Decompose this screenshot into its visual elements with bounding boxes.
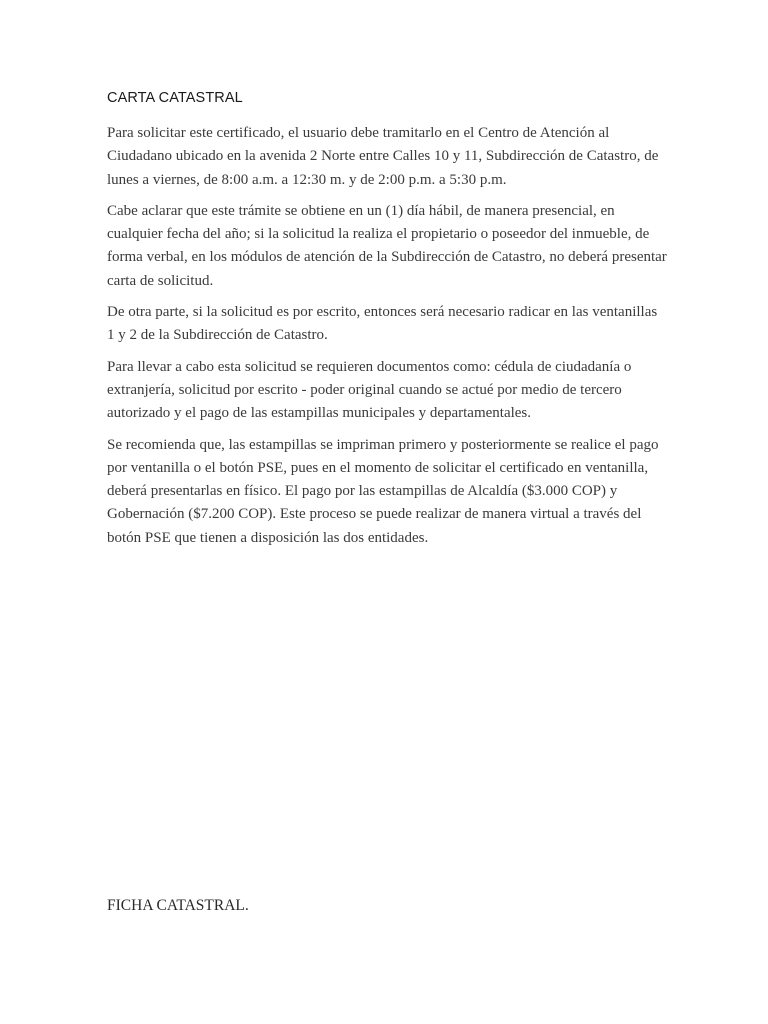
- document-body: [107, 122, 667, 558]
- section-heading-ficha: FICHA CATASTRAL.: [107, 897, 249, 914]
- paragraph-office-hours: Para solicitar este certificado, el usuario debe tramitarlo en el Centro de Atención al Ciudadano ubicado en la avenida 2 Norte entre Calles 10 y 11, Subdirección de Catastro, de lunes a viernes, de 8:00 a.m. a 12:30 m. y de 2:00 p.m. a 5:30 p.m.: [107, 125, 659, 188]
- paragraph-required-documents: Para llevar a cabo esta solicitud se requieren documentos como: cédula de ciudadanía o extranjería, solicitud por escrito - poder original cuando se actué por medio de tercero autorizado y el pago de las estampillas municipales y departamentales.: [107, 358, 632, 422]
- paragraph-processing-time: Cabe aclarar que este trámite se obtiene en un (1) día hábil, de manera presencial, en cualquier fecha del año; si la solicitud la realiza el propietario o poseedor del inmueble, de forma verbal, en los módulos de atención de la Subdirección de Catastro, no deberá presentar carta de solicitud.: [107, 202, 667, 289]
- paragraph-payment: Se recomienda que, las estampillas se impriman primero y posteriormente se realice el pago por ventanilla o el botón PSE, pues en el momento de solicitar el certificado en ventanilla, deberá presentarlas en físico. El pago por las estampillas de Alcaldía ($3.000 COP) y Gobernación ($7.200 COP). Este proceso se puede realizar de manera virtual a través del botón PSE que tienen a disposición las dos entidades.: [107, 436, 659, 546]
- paragraph-written-request: De otra parte, si la solicitud es por escrito, entonces será necesario radicar en las ventanillas 1 y 2 de la Subdirección de Catastro.: [107, 304, 658, 344]
- page-title: CARTA CATASTRAL: [107, 90, 243, 106]
